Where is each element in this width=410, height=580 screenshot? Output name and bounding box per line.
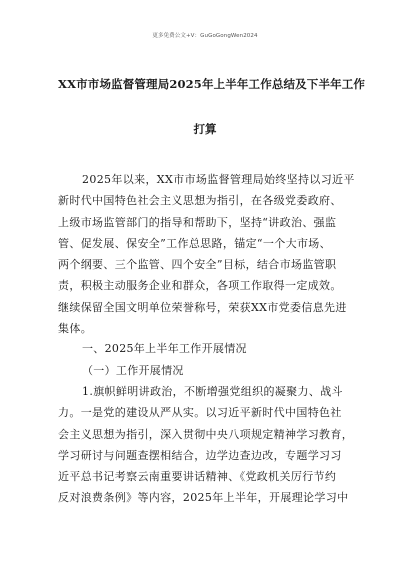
paragraph-line: 新时代中国特色社会主义思想为指引，在各级党委政府、 — [58, 194, 342, 208]
document-title: XX市市场监督管理局2025年上半年工作总结及下半年工作 — [58, 77, 366, 91]
paragraph-line: 管、促发展、保安全”工作总思路，锚定“一个大市场、 — [58, 236, 331, 250]
paragraph-line: 力。一是党的建设从严从实。以习近平新时代中国特色社 — [58, 406, 342, 420]
paragraph-line: 集体。 — [58, 322, 93, 336]
paragraph-line: 上级市场监管部门的指导和帮助下，坚持“讲政治、强监 — [58, 215, 337, 229]
paragraph-line: 责，积极主动服务企业和群众，各项工作取得一定成效。 — [58, 279, 342, 293]
paragraph-line: 1.旗帜鲜明讲政治，不断增强党组织的凝聚力、战斗 — [82, 385, 343, 398]
paragraph-line: 反对浪费条例》等内容，2025年上半年，开展理论学习中 — [58, 491, 349, 505]
paragraph-line: 两个纲要、三个监管、四个安全”目标，结合市场监管职 — [58, 258, 337, 272]
paragraph-line: 2025年以来，XX市市场监督管理局始终坚持以习近平 — [82, 173, 355, 186]
paragraph-line: 继续保留全国文明单位荣誉称号，荣获XX市党委信息先进 — [58, 300, 347, 314]
item-paragraph — [58, 381, 358, 509]
paragraph-line: 近平总书记考察云南重要讲话精神、《党政机关厉行节约 — [58, 470, 337, 484]
document-title-continued: 打算 — [193, 122, 217, 136]
header-note: 更多免费公文+V：GuGoGongWen2024 — [152, 33, 258, 39]
section-heading: 一、2025年上半年工作开展情况 — [82, 342, 247, 355]
intro-paragraph — [58, 169, 358, 339]
subsection-heading: （一）工作开展情况 — [82, 364, 184, 377]
paragraph-line: 学习研讨与问题查摆相结合，边学边查边改，专题学习习 — [58, 448, 342, 462]
paragraph-line: 会主义思想为指引，深入贯彻中央八项规定精神学习教育， — [58, 427, 354, 441]
